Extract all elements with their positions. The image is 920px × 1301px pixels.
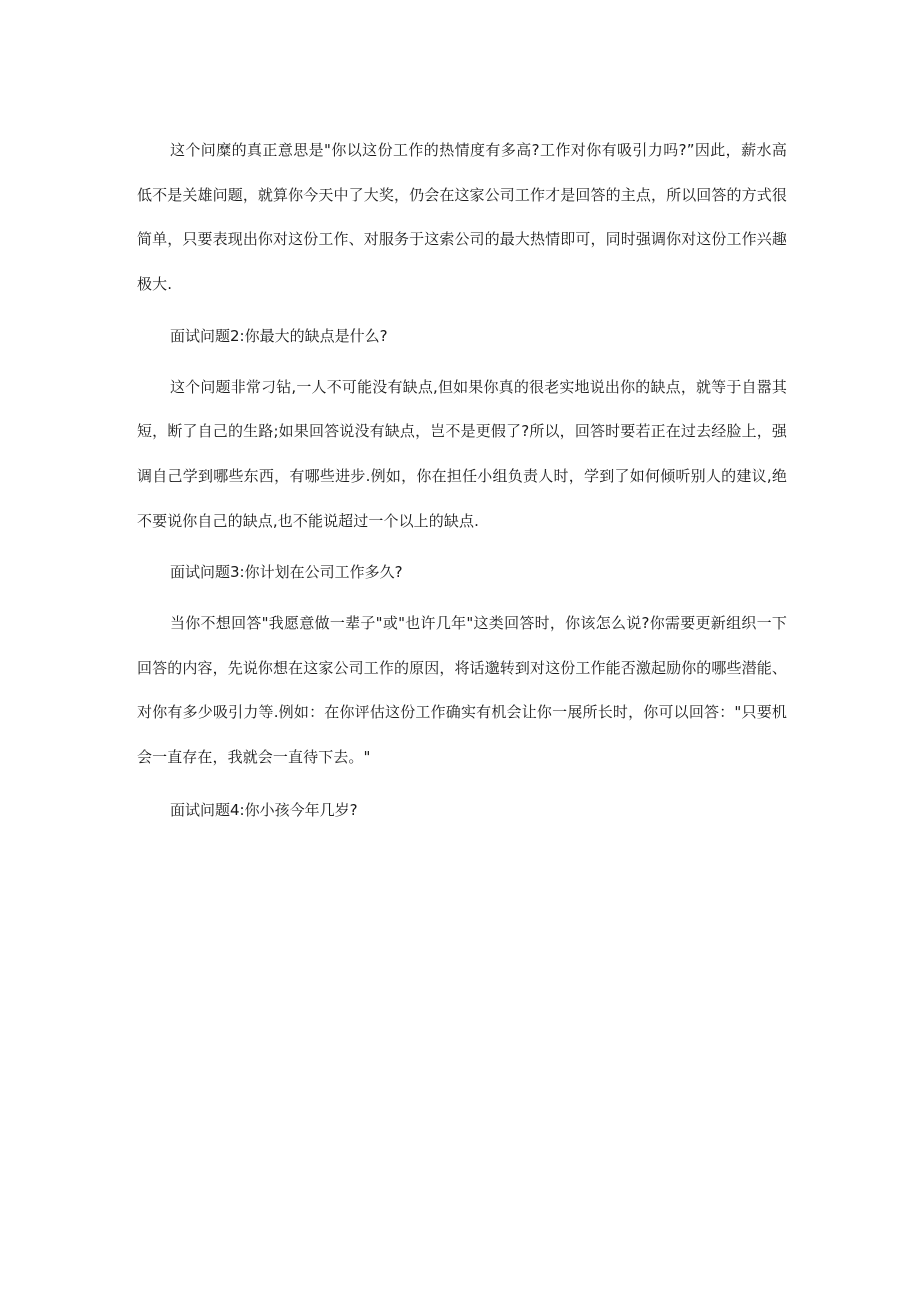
document-body (137, 128, 787, 833)
paragraph-salary-answer: 这个问糜的真正意思是"你以这份工作的热情度有多高?工作对你有吸引力吗?”因此，薪水高低不是关雄问题，就算你今天中了大奖，仍会在这家公司工作才是回答的主点，所以回答的方式很简单，只要表现出你对这份工作、对服务于这索公司的最大热情即可，同时强调你对这份工作兴趣极大. (137, 141, 787, 294)
paragraph-weakness-answer: 这个问题非常刁钻,一人不可能没有缺点,但如果你真的很老实地说出你的缺点，就等于自嚣其短，断了自己的生路;如果回答说没有缺点，岂不是更假了?所以，回答时要若正在过去经脸上，强调自己学到哪些东西，有哪些进步.例如，你在担任小组负责人时，学到了如何倾听别人的建议,绝不要说你自己的缺点,也不能说超过一个以上的缺点. (137, 377, 787, 530)
question-heading-2: 面试问题2:你最大的缺点是什么? (170, 326, 388, 345)
question-heading-4: 面试问题4:你小孩今年几岁? (170, 800, 358, 819)
question-heading-3: 面试问题3:你计划在公司工作多久? (170, 563, 403, 582)
paragraph-tenure-answer: 当你不想回答"我愿意做一辈子"或"也许几年"这类回答时，你该怎么说?你需要更新组织一下回答的内容，先说你想在这家公司工作的原因，将话邈转到对这份工作能否激起励你的哪些潜能、对你有多少吸引力等.例如：在你评估这份工作确实有机会让你一展所长时，你可以回答："只要机会一直存在，我就会一直待下去。" (137, 614, 787, 767)
